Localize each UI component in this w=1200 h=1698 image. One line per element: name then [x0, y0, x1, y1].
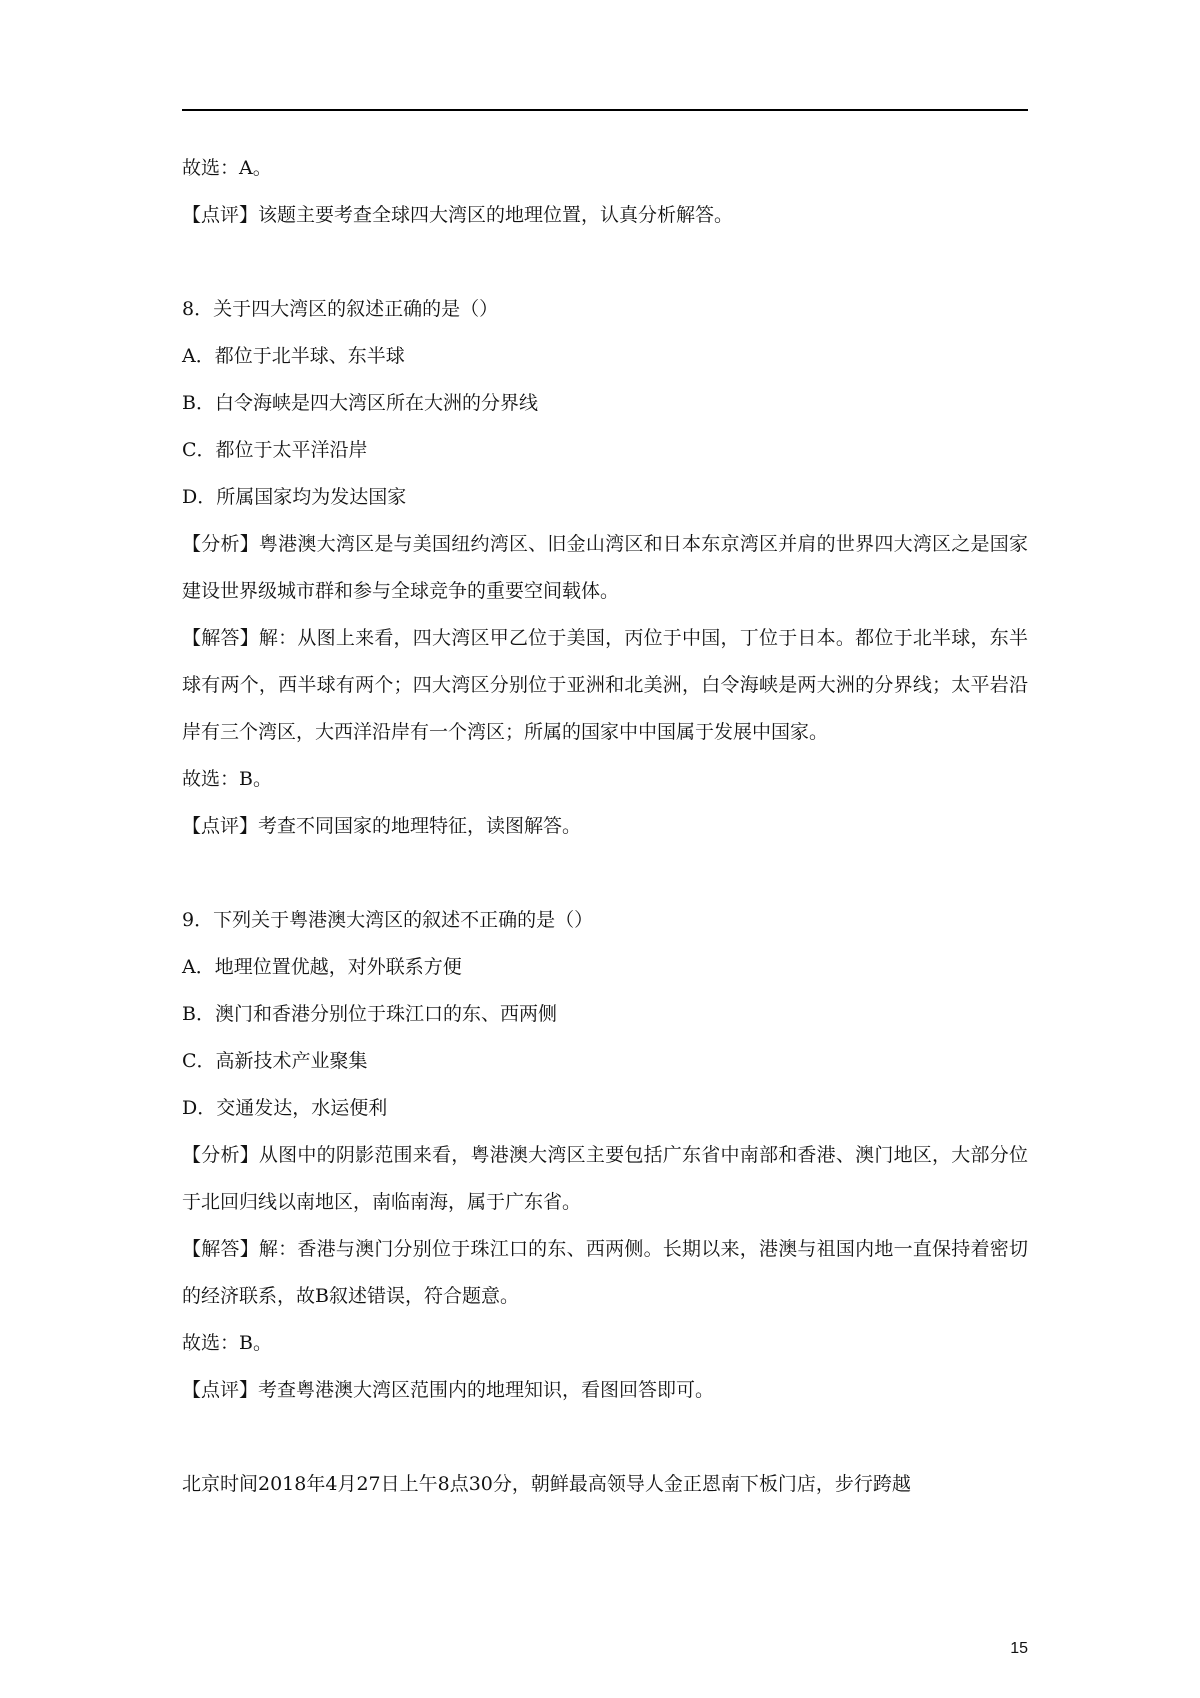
- next-passage-start: 北京时间2018年4月27日上午8点30分，朝鲜最高领导人金正恩南下板门店，步行跨越: [182, 1473, 911, 1495]
- page-body: [182, 145, 1028, 1508]
- q9-option-b: B．澳门和香港分别位于珠江口的东、西两侧: [182, 1003, 557, 1025]
- q9-analysis: 【分析】从图中的阴影范围来看，粤港澳大湾区主要包括广东省中南部和香港、澳门地区，大部分位于北回归线以南地区，南临南海，属于广东省。: [182, 1144, 1028, 1213]
- q9-comment: 【点评】考查粤港澳大湾区范围内的地理知识，看图回答即可。: [182, 1379, 715, 1401]
- q8-option-d: D．所属国家均为发达国家: [182, 486, 407, 508]
- prev-answer-choice: 故选：A。: [182, 157, 272, 179]
- q9-option-d: D．交通发达，水运便利: [182, 1097, 388, 1119]
- q8-option-b: B．白令海峡是四大湾区所在大洲的分界线: [182, 392, 538, 414]
- header-rule: [182, 109, 1028, 111]
- q8-option-a: A．都位于北半球、东半球: [182, 345, 405, 367]
- q8-answer: 【解答】解：从图上来看，四大湾区甲乙位于美国，丙位于中国，丁位于日本。都位于北半球，东半球有两个，西半球有两个；四大湾区分别位于亚洲和北美洲，白令海峡是两大洲的分界线；太平岩沿岸有三个湾区，大西洋沿岸有一个湾区；所属的国家中中国属于发展中国家。: [182, 627, 1028, 743]
- q9-option-c: C．高新技术产业聚集: [182, 1050, 368, 1072]
- q8-option-c: C．都位于太平洋沿岸: [182, 439, 368, 461]
- page-number: 15: [1010, 1640, 1028, 1657]
- q8-analysis: 【分析】粤港澳大湾区是与美国纽约湾区、旧金山湾区和日本东京湾区并肩的世界四大湾区之是国家建设世界级城市群和参与全球竞争的重要空间载体。: [182, 533, 1028, 602]
- question-9: 9．下列关于粤港澳大湾区的叙述不正确的是（）: [182, 909, 594, 931]
- question-8: 8．关于四大湾区的叙述正确的是（）: [182, 298, 499, 320]
- q9-option-a: A．地理位置优越，对外联系方便: [182, 956, 462, 978]
- q8-comment: 【点评】考查不同国家的地理特征，读图解答。: [182, 815, 582, 837]
- q9-choice: 故选：B。: [182, 1332, 272, 1354]
- q8-choice: 故选：B。: [182, 768, 272, 790]
- prev-comment: 【点评】该题主要考查全球四大湾区的地理位置，认真分析解答。: [182, 204, 734, 226]
- q9-answer: 【解答】解：香港与澳门分别位于珠江口的东、西两侧。长期以来，港澳与祖国内地一直保持着密切的经济联系，故B叙述错误，符合题意。: [182, 1238, 1028, 1307]
